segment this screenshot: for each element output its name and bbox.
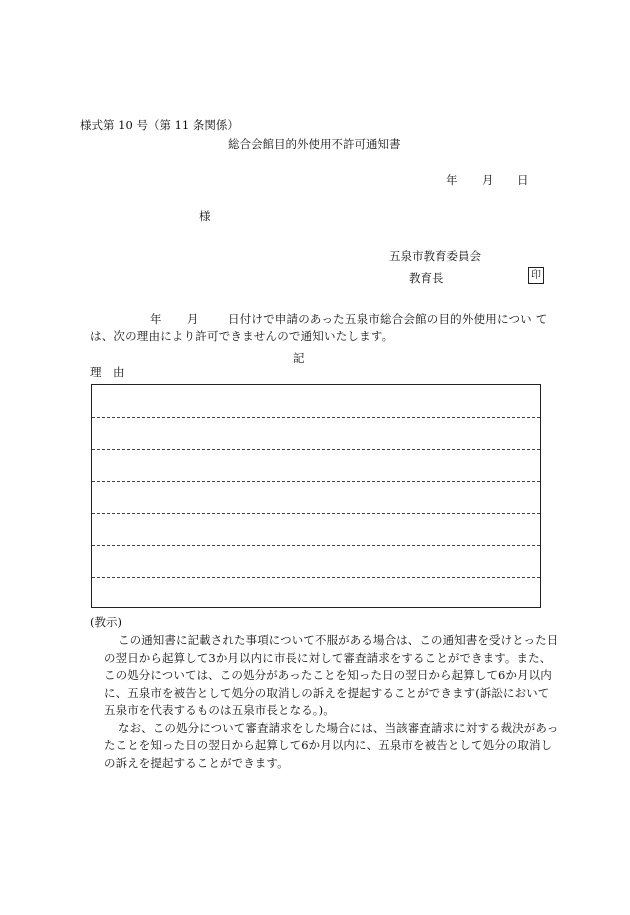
reason-line — [92, 481, 540, 482]
notice-text — [90, 632, 560, 772]
notice-paragraph-2: なお、この処分について審査請求をした場合には、当該審査請求に対する裁決があったことを知った日の翌日から起算して6か月以内に、五泉市を被告として処分の取消しの訴えを提起することができます。 — [104, 720, 559, 770]
ki-heading: 記 — [293, 351, 305, 365]
date-year-label: 年 — [446, 173, 458, 187]
notice-label: (教示) — [90, 615, 122, 629]
date-month-label: 月 — [482, 173, 494, 187]
addressee-honorific: 様 — [199, 209, 211, 223]
reason-box — [91, 384, 541, 608]
reason-line — [92, 545, 540, 546]
reason-line — [92, 577, 540, 578]
body-text-line-2: は、次の理由により許可できませんので通知いたします。 — [90, 329, 394, 343]
issuer-title: 教育長 — [409, 271, 444, 285]
reason-line — [92, 513, 540, 514]
reason-line — [92, 417, 540, 418]
body-month-label: 月 — [187, 312, 199, 326]
issuer-organization: 五泉市教育委員会 — [389, 249, 481, 263]
reason-line — [92, 449, 540, 450]
body-text-line-1: 日付けで申請のあった五泉市総合会館の目的外使用につい て — [228, 312, 548, 326]
document-title: 総合会館目的外使用不許可通知書 — [228, 137, 401, 151]
reason-label: 理 由 — [90, 365, 125, 379]
date-day-label: 日 — [517, 173, 529, 187]
form-number: 様式第 10 号（第 11 条関係） — [80, 118, 239, 132]
body-year-label: 年 — [150, 312, 162, 326]
seal-mark: 印 — [528, 267, 544, 284]
notice-paragraph-1: この通知書に記載された事項について不服がある場合は、この通知書を受けとった日の翌日から起算して3か月以内に市長に対して審査請求をすることができます。また、この処分については、この処分があったことを知った日の翌日から起算して6か月以内に、五泉市を被告として処分の取消しの訴えを提起することができます(訴訟において五泉市を代表するものは五泉市長となる。)。 — [104, 633, 559, 717]
